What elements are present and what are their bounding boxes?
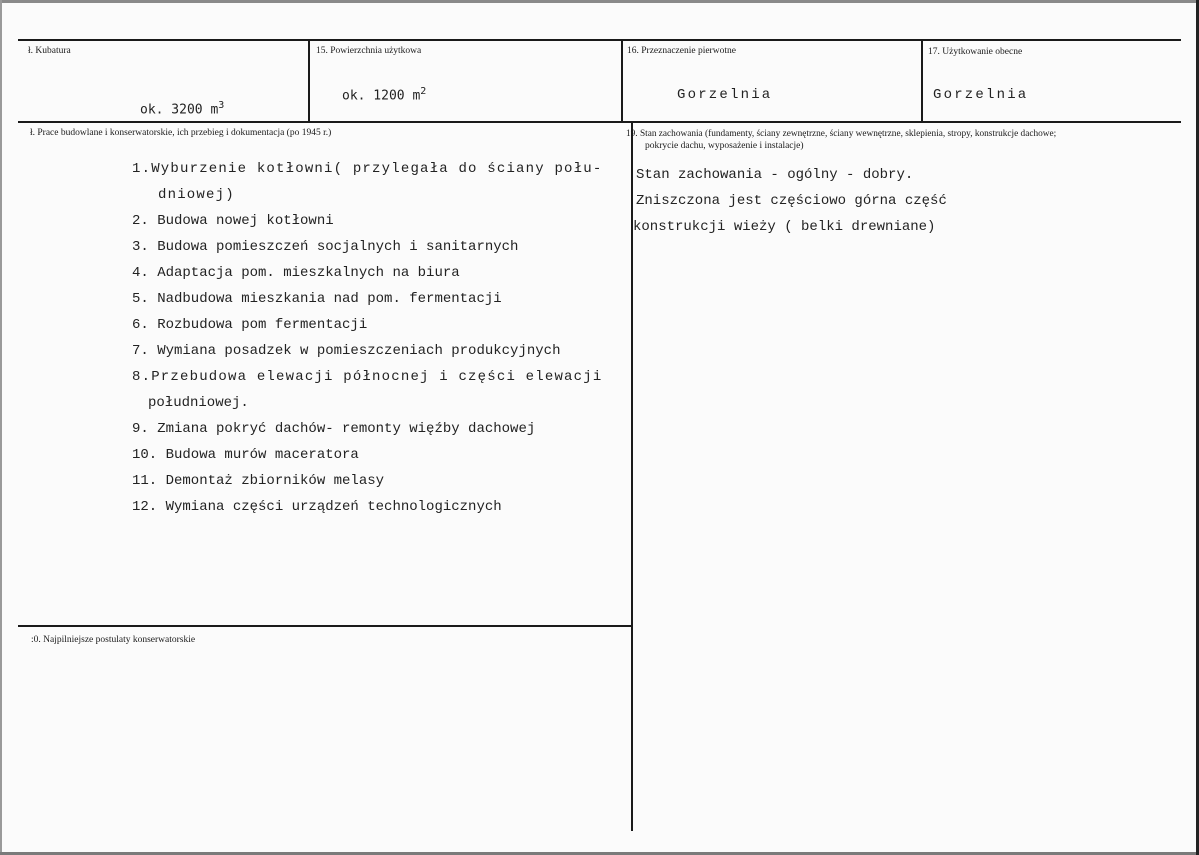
divider-powierzchnia-przeznaczenie	[621, 39, 623, 122]
list-item: 3. Budowa pomieszczeń socjalnych i sanitarnych	[132, 239, 519, 255]
list-item: 10. Budowa murów maceratora	[132, 447, 359, 463]
uzytkowanie-value: Gorzelnia	[933, 87, 1029, 103]
list-item: 5. Nadbudowa mieszkania nad pom. fermentacji	[132, 291, 502, 307]
uzytkowanie-label: 17. Użytkowanie obecne	[928, 47, 1023, 57]
kubatura-value	[140, 100, 224, 117]
prace-label: ł. Prace budowlane i konserwatorskie, ich przebieg i dokumentacja (po 1945 r.)	[30, 128, 332, 138]
powierzchnia-value	[342, 86, 426, 103]
list-item: dniowej)	[158, 187, 235, 203]
stan-line: konstrukcji wieży ( belki drewniane)	[633, 219, 936, 235]
list-item: 1.Wyburzenie kotłowni( przylegała do ściany połu-	[132, 161, 603, 177]
list-item: 2. Budowa nowej kotłowni	[132, 213, 334, 229]
list-item: 4. Adaptacja pom. mieszkalnych na biura	[132, 265, 460, 281]
page-left-edge	[0, 0, 2, 855]
works-section-bottom-rule	[18, 625, 632, 627]
kubatura-unit-exponent: 3	[218, 100, 225, 111]
top-row-rule	[18, 39, 1181, 41]
stan-line: Stan zachowania - ogólny - dobry.	[636, 167, 914, 183]
list-item: 7. Wymiana posadzek w pomieszczeniach produkcyjnych	[132, 343, 561, 359]
list-item: 9. Zmiana pokryć dachów- remonty więźby dachowej	[132, 421, 536, 437]
list-item: 6. Rozbudowa pom fermentacji	[132, 317, 368, 333]
stan-text	[633, 162, 947, 240]
list-item: 8.Przebudowa elewacji północnej i części elewacji	[132, 369, 603, 385]
list-item: południowej.	[148, 395, 249, 411]
stan-label-line-1: 19. Stan zachowania (fundamenty, ściany zewnętrzne, ściany wewnętrzne, sklepienia, stropy, konstrukcje dachowe;	[626, 129, 1057, 139]
stan-label-line-2: pokrycie dachu, wyposażenie i instalacje)	[645, 141, 804, 151]
stan-line: Zniszczona jest częściowo górna część	[636, 193, 947, 209]
powierzchnia-label: 15. Powierzchnia użytkowa	[316, 46, 422, 56]
stan-label	[626, 128, 1171, 152]
kubatura-value-text: ok. 3200 m	[140, 102, 219, 118]
prace-list	[132, 156, 602, 520]
przeznaczenie-value: Gorzelnia	[677, 87, 773, 103]
przeznaczenie-label: 16. Przeznaczenie pierwotne	[627, 46, 736, 56]
powierzchnia-value-text: ok. 1200 m	[342, 88, 421, 104]
page-top-edge	[0, 0, 1199, 3]
divider-kubatura-powierzchnia	[308, 39, 310, 122]
divider-przeznaczenie-uzytkowanie	[921, 39, 923, 122]
powierzchnia-unit-exponent: 2	[420, 86, 427, 97]
postulaty-label: :0. Najpilniejsze postulaty konserwatorskie	[31, 635, 196, 645]
kubatura-label: ł. Kubatura	[28, 46, 71, 56]
header-row-bottom-rule	[18, 121, 1181, 123]
list-item: 11. Demontaż zbiorników melasy	[132, 473, 385, 489]
list-item: 12. Wymiana części urządzeń technologicznych	[132, 499, 502, 515]
